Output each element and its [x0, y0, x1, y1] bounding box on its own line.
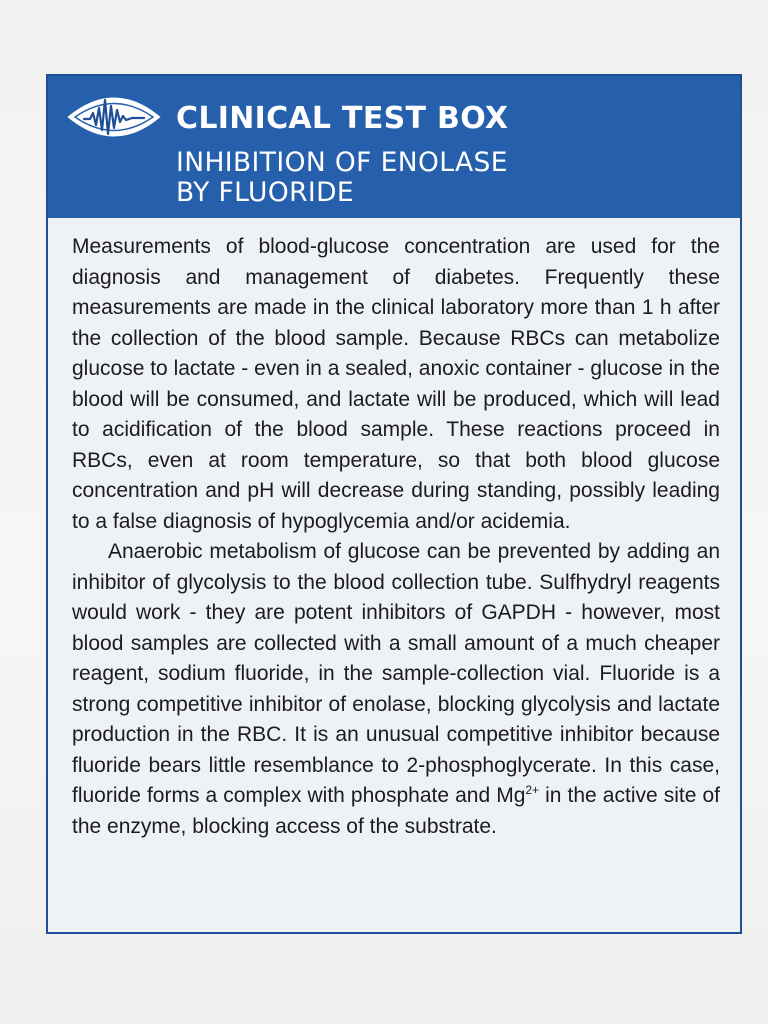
box-title-line-2: BY FLUORIDE: [176, 177, 355, 208]
waveform-eye-icon: [66, 86, 162, 148]
paragraph-1: Measurements of blood-glucose concentration are used for the diagnosis and management of diabetes. Frequently these measurements are made in the clinical laboratory more than 1 h after the collection of the blood sample. Because RBCs can metabolize glucose to lactate - even in a sealed, anoxic container - glucose in the blood will be consumed, and lactate will be produced, which will lead to acidification of the blood sample. These reactions proceed in RBCs, even at room temperature, so that both blood glucose concentration and pH will decrease during standing, possibly leading to a false diagnosis of hypoglycemia and/or acidemia.: [72, 235, 720, 533]
paragraph-2: [72, 537, 720, 842]
paragraph-2-text: Anaerobic metabolism of glucose can be prevented by adding an inhibitor of glycolysis to the blood collection tube. Sulfhydryl reagents would work - they are potent inhibitors of GAPDH - however, most blood samples are collected with a small amount of a much cheaper reagent, sodium fluoride, in the sample-collection vial. Fluoride is a strong competitive inhibitor of enolase, blocking glycolysis and lactate production in the RBC. It is an unusual competitive inhibitor because fluoride bears little resemblance to 2-phosphoglycerate. In this case, fluoride forms a complex with phosphate and Mg: [72, 540, 720, 807]
clinical-test-box: [46, 74, 742, 934]
magnesium-charge-superscript: 2+: [525, 783, 540, 797]
box-kicker: CLINICAL TEST BOX: [176, 101, 509, 136]
box-title-line-1: INHIBITION OF ENOLASE: [176, 147, 508, 178]
box-header: [48, 76, 740, 218]
paragraph-2-text-end: in the active site of the enzyme, blocking access of the substrate.: [72, 784, 720, 838]
box-title: [176, 148, 508, 208]
box-content: [72, 232, 720, 842]
